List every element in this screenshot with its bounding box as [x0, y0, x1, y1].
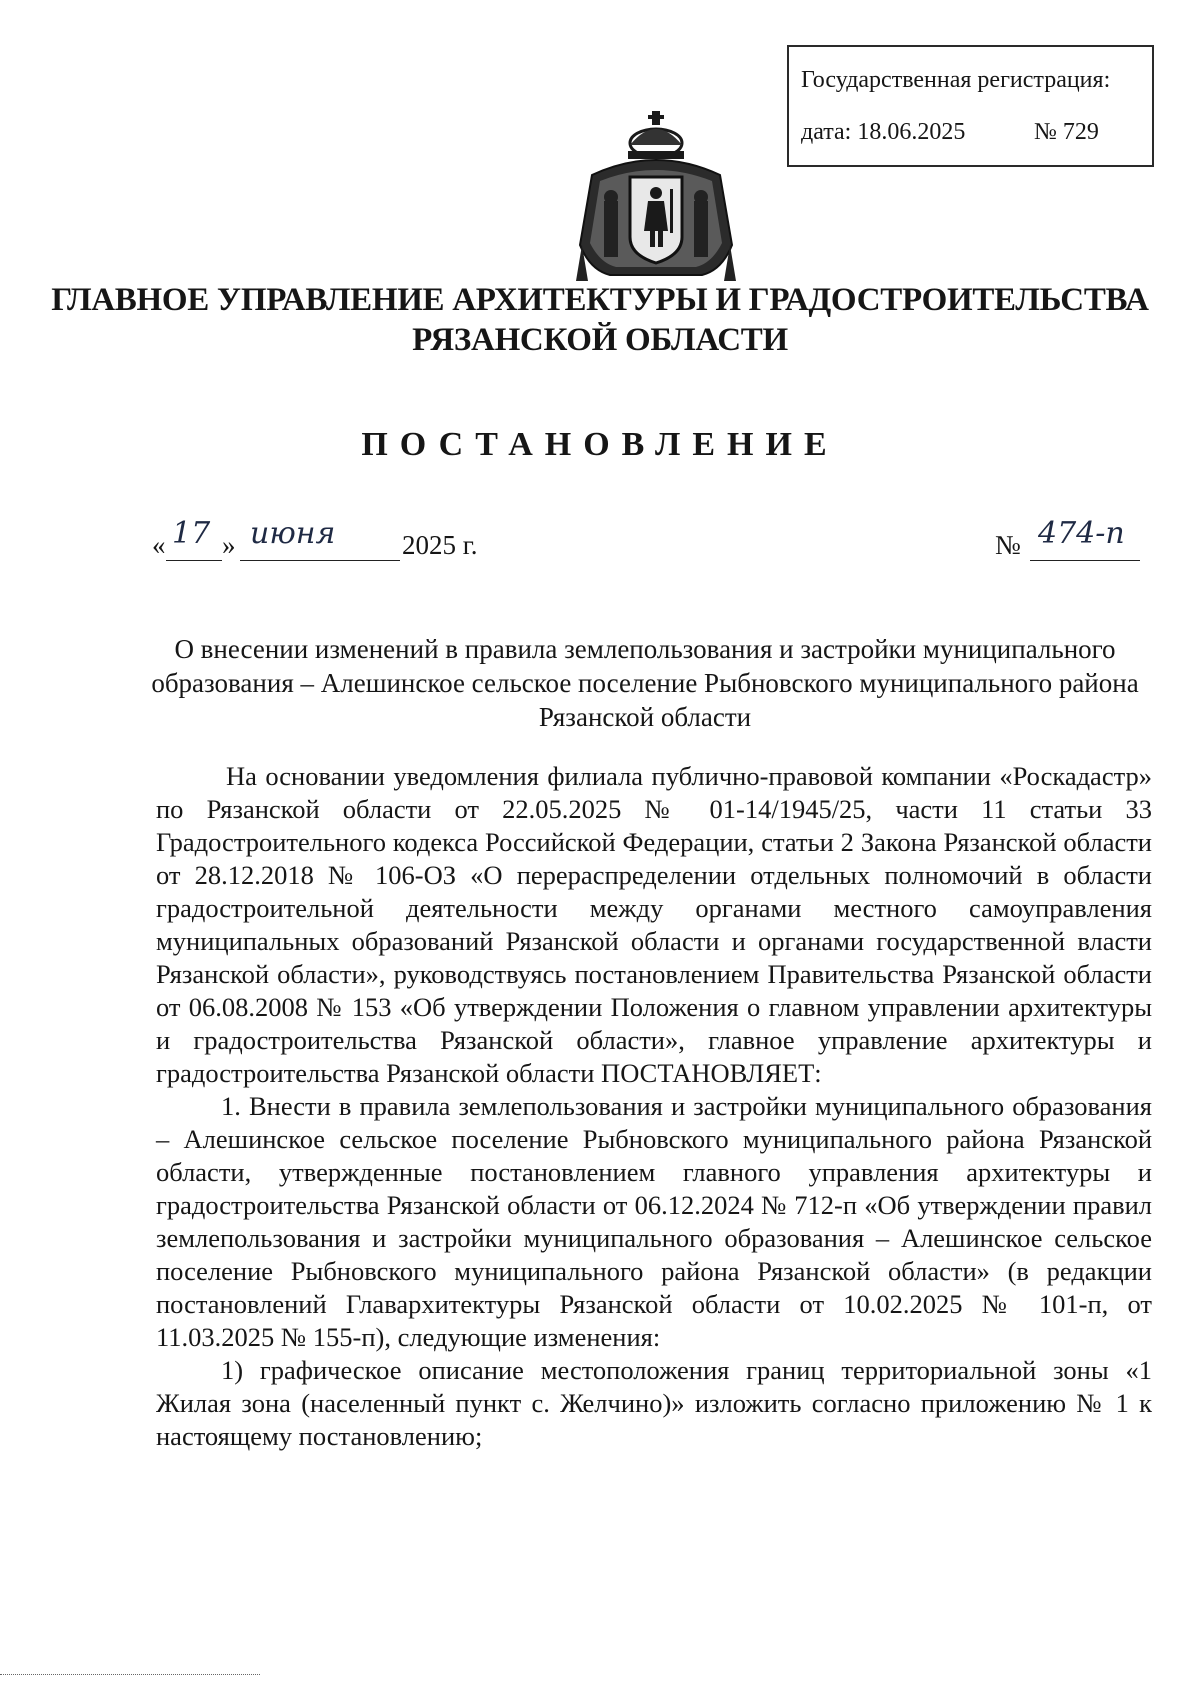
document-subject: О внесении изменений в правила землепользования и застройки муниципального образования – Алешинское сельское поселение Рыбновского муниципального района Рязанской области [151, 634, 1139, 732]
registration-date: дата: 18.06.2025 [801, 119, 966, 145]
registration-title: Государственная регистрация: [801, 67, 1111, 93]
date-month-handwritten: июня [250, 516, 336, 551]
document-number-handwritten: 474-п [1038, 516, 1125, 551]
date-close-quote: » [222, 530, 236, 560]
date-month-underline [240, 560, 400, 561]
body-item-1-1: 1) графическое описание местоположения границ территориальной зоны «1 Жилая зона (населенный пункт с. Желчино)» изложить согласно приложению № 1 к настоящему постановлению; [156, 1355, 1152, 1451]
document-body [156, 760, 1152, 1453]
body-item-1: 1. Внести в правила землепользования и застройки муниципального образования – Алешинское сельское поселение Рыбновского муниципального района Рязанской области, утвержденные постановлением главного управления архитектуры и градостроительства Рязанской области от 06.12.2024 № 712-п «Об утверждении правил землепользования и застройки муниципального образования – Алешинское сельское поселение Рыбновского муниципального района Рязанской области» (в редакции постановлений Главархитектуры Рязанской области от 10.02.2025 № 101-п, от 11.03.2025 № 155-п), следующие изменения: [156, 1091, 1152, 1352]
document-number-underline [1030, 560, 1140, 561]
registration-stamp [787, 45, 1154, 167]
date-open-quote: « [152, 530, 166, 560]
date-day-handwritten: 17 [172, 516, 211, 551]
document-number-label: № [995, 530, 1021, 560]
coat-of-arms-icon [572, 105, 740, 287]
body-preamble: На основании уведомления филиала публично-правовой компании «Роскадастр» по Рязанской области от 22.05.2025 № 01-14/1945/25, части 11 статьи 33 Градостроительного кодекса Российской Федерации, статьи 2 Закона Рязанской области от 28.12.2018 № 106-ОЗ «О перераспределении отдельных полномочий в области градостроительной деятельности между органами местного самоуправления муниципальных образований Рязанской области и органами государственной власти Рязанской области», руководствуясь постановлением Правительства Рязанской области от 06.08.2008 № 153 «Об утверждении Положения о главном управлении архитектуры и градостроительства Рязанской области», главное управление архитектуры и градостроительства Рязанской области ПОСТАНОВЛЯЕТ: [156, 761, 1152, 1088]
footer-scan-marks [0, 1674, 260, 1675]
date-year: 2025 г. [402, 530, 478, 560]
registration-number: № 729 [1034, 119, 1099, 145]
organization-name-line1: ГЛАВНОЕ УПРАВЛЕНИЕ АРХИТЕКТУРЫ И ГРАДОСТРОИТЕЛЬСТВА [51, 282, 1149, 318]
organization-name-line2: РЯЗАНСКОЙ ОБЛАСТИ [412, 322, 788, 358]
document-type: ПОСТАНОВЛЕНИЕ [361, 426, 839, 463]
date-day-underline [166, 560, 222, 561]
